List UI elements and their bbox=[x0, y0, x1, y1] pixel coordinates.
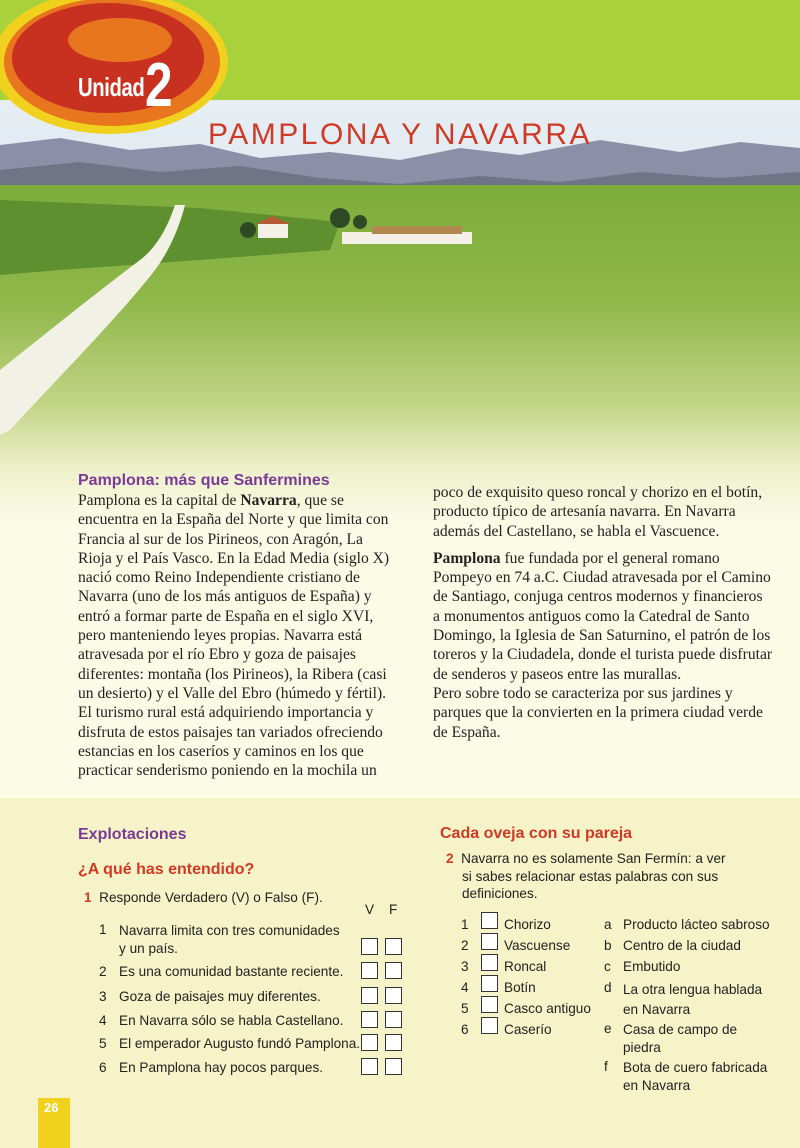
word-item: Roncal bbox=[504, 959, 547, 974]
unit-label: Unidad bbox=[78, 72, 145, 102]
definition-letter: c bbox=[604, 959, 611, 974]
word-number: 3 bbox=[461, 959, 469, 974]
true-checkbox[interactable] bbox=[361, 1034, 378, 1051]
column-v-label: V bbox=[365, 902, 375, 917]
list-item-number: 5 bbox=[99, 1036, 107, 1051]
exercise-2-heading: Cada oveja con su pareja bbox=[440, 825, 633, 842]
article-heading: Pamplona: más que Sanfermines bbox=[78, 472, 330, 489]
list-item: En Pamplona hay pocos parques. bbox=[119, 1060, 324, 1075]
word-item: Botín bbox=[504, 980, 536, 995]
exercises-heading: Explotaciones bbox=[78, 826, 187, 843]
list-item: Navarra limita con tres comunidades y un país. bbox=[119, 923, 340, 956]
landscape-photo bbox=[0, 100, 800, 520]
exercise-2-instruction: 2 Navarra no es solamente San Fermín: a ver si sabes relacionar estas palabras con sus definiciones. bbox=[446, 851, 726, 901]
word-item: Vascuense bbox=[504, 938, 571, 953]
exercises-subheading: ¿A qué has entendido? bbox=[78, 861, 255, 878]
page-title: PAMPLONA Y NAVARRA bbox=[207, 118, 592, 151]
definition-item: Bota de cuero fabricada en Navarra bbox=[623, 1060, 768, 1093]
word-number: 2 bbox=[461, 938, 469, 953]
list-item-number: 1 bbox=[99, 922, 107, 937]
false-checkbox[interactable] bbox=[385, 1034, 402, 1051]
false-checkbox[interactable] bbox=[385, 1058, 402, 1075]
word-checkbox[interactable] bbox=[481, 996, 498, 1013]
word-number: 4 bbox=[461, 980, 469, 995]
true-checkbox[interactable] bbox=[361, 938, 378, 955]
word-number: 6 bbox=[461, 1022, 469, 1037]
false-checkbox[interactable] bbox=[385, 938, 402, 955]
article-paragraph: poco de exquisito queso roncal y chorizo en el botín, producto típico de artesanía navarra. En Navarra además del Castellano, se habla el Vascuence. bbox=[433, 484, 763, 540]
column-f-label: F bbox=[389, 902, 398, 917]
list-item: El emperador Augusto fundó Pamplona. bbox=[119, 1036, 361, 1051]
list-item: Es una comunidad bastante reciente. bbox=[119, 964, 344, 979]
true-checkbox[interactable] bbox=[361, 962, 378, 979]
true-checkbox[interactable] bbox=[361, 1058, 378, 1075]
list-item-number: 3 bbox=[99, 989, 107, 1004]
word-checkbox[interactable] bbox=[481, 933, 498, 950]
word-checkbox[interactable] bbox=[481, 954, 498, 971]
definition-item: Casa de campo de piedra bbox=[623, 1022, 738, 1055]
definition-item: Producto lácteo sabroso bbox=[623, 917, 770, 932]
article-paragraph: Pero sobre todo se caracteriza por sus jardines y parques que la convierten en la primera ciudad verde de España. bbox=[433, 684, 763, 741]
word-item: Casco antiguo bbox=[504, 1001, 591, 1016]
word-checkbox[interactable] bbox=[481, 975, 498, 992]
exercise-1-instruction: 1 Responde Verdadero (V) o Falso (F). bbox=[84, 890, 323, 905]
false-checkbox[interactable] bbox=[385, 962, 402, 979]
definition-item: Centro de la ciudad bbox=[623, 938, 741, 953]
definition-letter: e bbox=[604, 1021, 612, 1036]
article-left-column bbox=[78, 471, 398, 780]
article-paragraph: Pamplona fue fundada por el general romano Pompeyo en 74 a.C. Ciudad atravesada por el Camino de Santiago, conjuga centros modernos y financieros a monumentos antiguos como la Catedral de Santo Domingo, la Iglesia de San Saturnino, el patrón de los toreros y la Ciudadela, donde el turista puede disfrutar de senderos y paseos entre las murallas. bbox=[433, 549, 773, 683]
unit-number: 2 bbox=[145, 51, 173, 120]
list-item: Goza de paisajes muy diferentes. bbox=[119, 989, 321, 1004]
list-item-number: 6 bbox=[99, 1060, 107, 1075]
definition-item: Embutido bbox=[623, 959, 681, 974]
list-item-number: 4 bbox=[99, 1013, 107, 1028]
word-checkbox[interactable] bbox=[481, 912, 498, 929]
true-checkbox[interactable] bbox=[361, 987, 378, 1004]
unit-badge bbox=[0, 0, 230, 135]
definition-letter: b bbox=[604, 938, 612, 953]
article-paragraph: Pamplona es la capital de Navarra, que se encuentra en la España del Norte y que limita con Francia al sur de los Pirineos, con Aragón, La Rioja y el País Vasco. En la Edad Media (siglo X) nació como Reino Independiente cristiano de Navarra (uno de los más antiguos de España) y entró a formar parte de España en el siglo XVI, pero manteniendo leyes propias. Navarra está atravesada por el río Ebro y goza de paisajes diferentes: montaña (los Pirineos), la Ribera (casi un desierto) y el Valle del Ebro (húmedo y fértil). El turismo rural está adquiriendo importancia y disfruta de estos paisajes tan variados ofreciendo estancias en los caseríos y caminos en los que practicar senderismo poniendo en la mochila un bbox=[78, 492, 390, 780]
page-number: 26 bbox=[44, 1100, 59, 1115]
list-item-number: 2 bbox=[99, 964, 107, 979]
false-checkbox[interactable] bbox=[385, 987, 402, 1004]
word-number: 1 bbox=[461, 917, 469, 932]
definition-letter: f bbox=[604, 1059, 608, 1074]
definition-letter: d bbox=[604, 980, 612, 995]
true-checkbox[interactable] bbox=[361, 1011, 378, 1028]
definition-item: La otra lengua hablada en Navarra bbox=[623, 982, 763, 1017]
word-checkbox[interactable] bbox=[481, 1017, 498, 1034]
definition-letter: a bbox=[604, 917, 612, 932]
word-item: Caserío bbox=[504, 1022, 552, 1037]
word-item: Chorizo bbox=[504, 917, 551, 932]
list-item: En Navarra sólo se habla Castellano. bbox=[119, 1013, 344, 1028]
false-checkbox[interactable] bbox=[385, 1011, 402, 1028]
word-number: 5 bbox=[461, 1001, 469, 1016]
article-right-column bbox=[433, 483, 773, 742]
